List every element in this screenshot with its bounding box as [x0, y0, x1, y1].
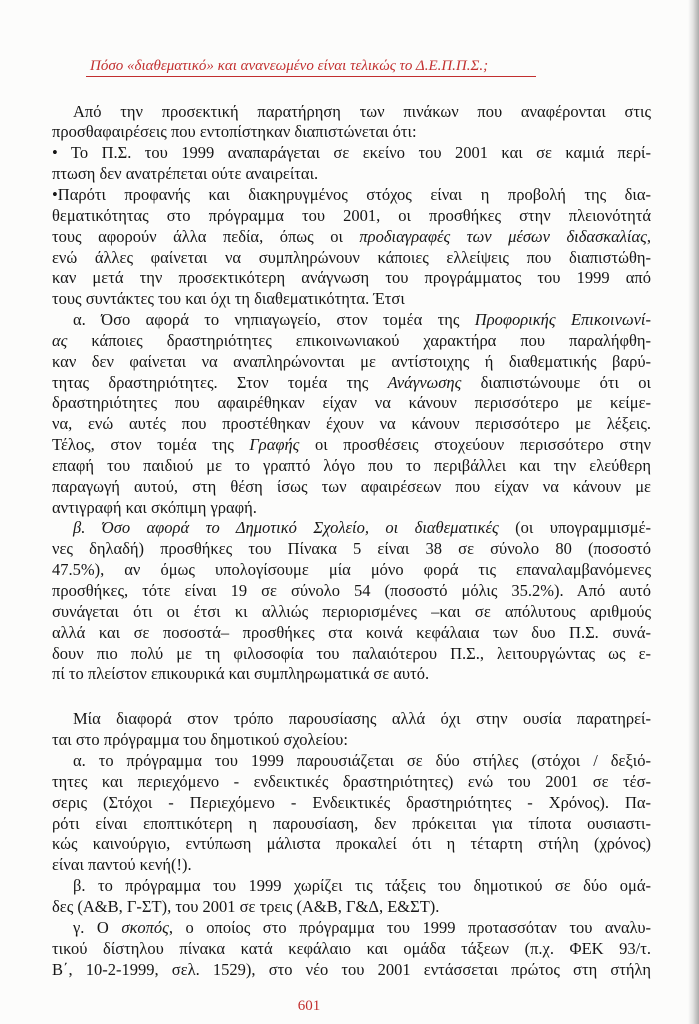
- text-line: τικού δίστηλου πίνακα κατά κεφάλαιο και ομάδα τάξεων (π.χ. ΦΕΚ 93/τ.: [52, 938, 651, 958]
- text-line: • Το Π.Σ. του 1999 αναπαράγεται σε εκείνο του 2001 και σε καμιά περί-: [52, 143, 651, 163]
- italic-text: σκοπός: [121, 917, 169, 937]
- item-paragraph-b: [52, 518, 651, 685]
- text-run: κάποιες δραστηριότητες επικοινωνιακού χαρακτήρα που παραλήφθη-: [67, 330, 651, 350]
- text-line: β. το πρόγραμμα του 1999 χωρίζει τις τάξεις του δημοτικού σε δύο ομά-: [73, 876, 651, 896]
- text-line: κώς καινούργιο, εντύπωση μάλιστα προκαλεί ότι η τέταρτη στήλη (χρόνος): [52, 834, 651, 854]
- text-line: να, ενώ αυτές που προστέθηκαν έχουν να κάνουν περισσότερο με λέξεις.: [52, 414, 651, 434]
- text-line: πί το πλείστον επικουρικά και συμπληρωματικά σε αυτό.: [52, 664, 430, 684]
- text-line: [52, 518, 651, 539]
- text-line: καν δεν φαίνεται να αναπληρώνονται με αντίστοιχης ή διαθεματικής βαρύ-: [52, 351, 651, 371]
- text-line: Από την προσεκτική παρατήρηση των πινάκων που αναφέρονται στις: [73, 101, 651, 121]
- italic-text: ας: [52, 330, 68, 350]
- page-edge-shadow: [688, 0, 699, 1024]
- text-run: α. Όσο αφορά το νηπιαγωγείο, στον τομέα της: [73, 310, 475, 330]
- italic-text: Ανάγνωσης: [387, 372, 462, 392]
- text-run: ,: [646, 226, 651, 246]
- text-run: (οι υπογραμμισμέ-: [498, 518, 651, 538]
- section-intro-paragraph: [52, 709, 651, 751]
- text-line: [52, 918, 651, 939]
- text-line: θεματικότητας στο πρόγραμμα του 2001, οι προσθήκες στην πλειονότητά: [52, 205, 651, 225]
- item-paragraph-c: [52, 918, 651, 981]
- text-run: οι προσθέσεις στοχεύουν περισσότερο στην: [299, 435, 651, 455]
- italic-text: β. Όσο αφορά το Δημοτικό Σχολείο, οι διαθεματικές: [73, 518, 499, 538]
- text-line: επαφή του παιδιού με το γραπτό λόγο που το περιβάλλει και την ελεύθερη: [52, 455, 651, 475]
- text-line: [52, 227, 651, 248]
- body-text: [52, 102, 651, 981]
- page-number: 601: [297, 998, 321, 1014]
- text-line: ρότι είναι εποπτικότερη η παρουσίαση, δεν πρόκειται για τίποτα ουσιαστι-: [52, 813, 651, 833]
- text-line: δουν πιο πολύ με τη φιλοσοφία του παλαιότερου Π.Σ., λειτουργώντας ως ε-: [52, 643, 651, 663]
- italic-text: προδιαγραφές των μέσων διδασκαλίας: [359, 226, 647, 246]
- text-line: τους συντάκτες του και όχι τη διαθεματικότητα. Έτσι: [52, 289, 405, 309]
- italic-text: Γραφής: [249, 435, 300, 455]
- text-line: [52, 331, 651, 352]
- text-line: [52, 373, 651, 394]
- text-line: 47.5%), αν όμως υπολογίσουμε μία μόνο φορά τις επαναλαμβανόμενες: [52, 560, 651, 580]
- text-line: είναι παντού κενή(!).: [52, 855, 192, 875]
- italic-text: Προφορικής Επικοινωνί-: [474, 310, 651, 330]
- text-run: διαπιστώνουμε ότι οι: [461, 372, 651, 392]
- text-line: δες (Α&Β, Γ-ΣΤ), του 2001 σε τρεις (Α&Β, Γ&Δ, Ε&ΣΤ).: [52, 897, 440, 916]
- text-line: συνάγεται ότι οι έτσι κι αλλιώς περιορισμένες –και σε απόλυτους αριθμούς: [52, 601, 651, 621]
- text-line: Β΄, 10-2-1999, σελ. 1529), στο νέο του 2001 εντάσσεται πρώτος στη στήλη: [52, 959, 651, 979]
- text-line: παραγωγή αυτού, στη θέση ίσως των αφαιρέσεων που είχαν να κάνουν με: [52, 476, 651, 496]
- text-run: , ο οποίος στο πρόγραμμα του 1999 προτασσόταν του αναλυ-: [168, 917, 651, 937]
- text-line: •Παρότι προφανής και διακηρυγμένος στόχος είναι η προβολή της δια-: [52, 184, 651, 204]
- text-line: ενώ άλλες φαίνεται να συμπληρώνουν κάποιες ελλείψεις που διαπιστώθη-: [52, 247, 651, 267]
- item-paragraph-a: [52, 310, 651, 518]
- bullet-paragraph: [52, 143, 651, 185]
- intro-paragraph: [52, 102, 651, 144]
- item-paragraph-a: [52, 751, 651, 876]
- text-line: πτωση δεν ανατρέπεται ούτε αναιρείται.: [52, 164, 319, 184]
- bullet-paragraph: [52, 185, 651, 310]
- text-line: προσθήκες, τότε είναι 19 σε σύνολο 54 (ποσοστό μόλις 35.2%). Από αυτό: [52, 581, 651, 600]
- running-header: Πόσο «διαθεματικό» και ανανεωμένο είναι τελικώς το Δ.Ε.Π.Π.Σ.;: [86, 57, 536, 77]
- item-paragraph-b: [52, 876, 651, 918]
- text-line: δραστηριότητες που αφαιρέθηκαν είχαν να κάνουν περισσότερο με κείμε-: [52, 393, 651, 413]
- text-line: [52, 435, 651, 456]
- text-line: νες δηλαδή) προσθήκες του Πίνακα 5 είναι 38 σε σύνολο 80 (ποσοστό: [52, 539, 651, 559]
- text-line: καν μετά την προσεκτικότερη ανάγνωση του προγράμματος του 1999 από: [52, 268, 651, 288]
- text-line: αλλά και σε ποσοστά– προσθήκες στα κοινά κεφάλαια των δυο Π.Σ. συνά-: [52, 622, 651, 642]
- text-run: τους αφορούν άλλα πεδία, όπως οι: [52, 226, 360, 246]
- text-line: ται στο πρόγραμμα του δημοτικού σχολείου:: [52, 730, 348, 750]
- text-run: τητας δραστηριότητες. Στον τομέα της: [52, 372, 388, 392]
- text-line: Μία διαφορά στον τρόπο παρουσίασης αλλά όχι στην ουσία παρατηρεί-: [73, 709, 651, 729]
- text-run: Τέλος, στον τομέα της: [52, 435, 250, 455]
- text-line: τητες και περιεχόμενο - ενδεικτικές δραστηριότητες) ενώ του 2001 σε τέσ-: [52, 771, 651, 791]
- text-line: σερις (Στόχοι - Περιεχόμενο - Ενδεικτικές δραστηριότητες - Χρόνος). Πα-: [52, 792, 651, 812]
- text-line: [52, 310, 651, 331]
- text-run: γ. Ο: [73, 917, 122, 937]
- text-line: α. το πρόγραμμα του 1999 παρουσιάζεται σε δύο στήλες (στόχοι / δεξιό-: [73, 751, 651, 771]
- text-line: αντιγραφή και σκόπιμη γραφή.: [52, 497, 257, 517]
- text-line: προσθαφαιρέσεις που εντοπίστηκαν διαπιστώνεται ότι:: [52, 122, 417, 142]
